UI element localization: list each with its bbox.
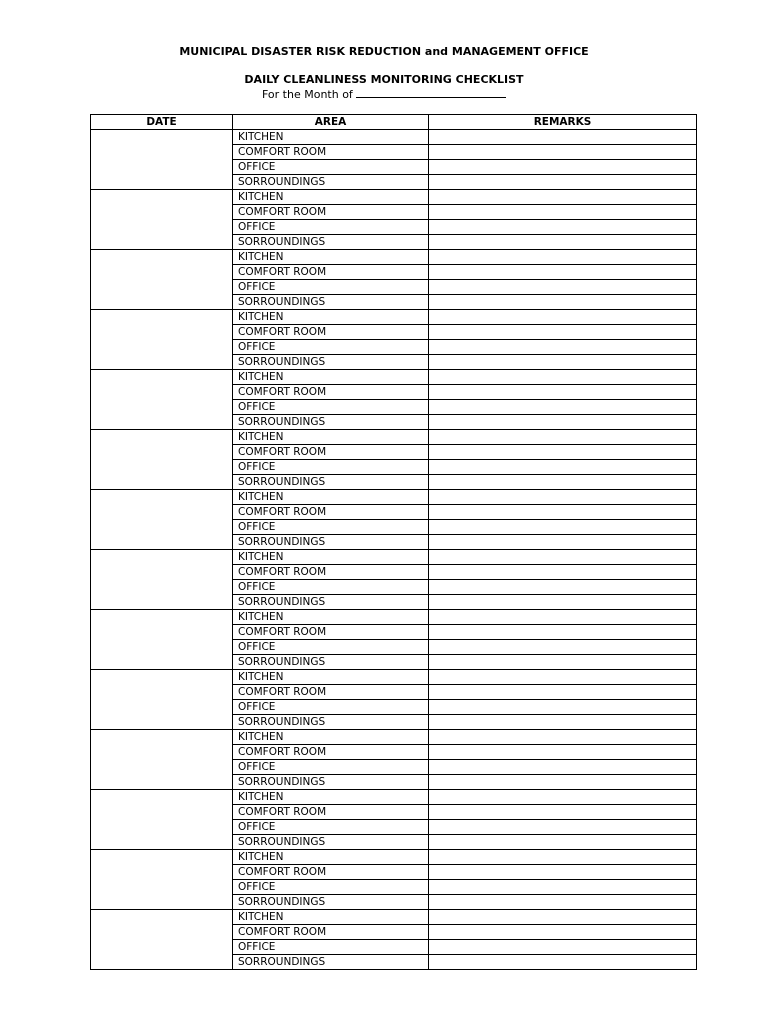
date-cell[interactable] <box>91 730 233 790</box>
area-cell: KITCHEN <box>233 910 429 925</box>
area-cell: KITCHEN <box>233 610 429 625</box>
remarks-cell[interactable] <box>429 520 697 535</box>
date-cell[interactable] <box>91 310 233 370</box>
area-cell: SORROUNDINGS <box>233 775 429 790</box>
remarks-cell[interactable] <box>429 550 697 565</box>
table-row <box>91 910 697 925</box>
area-cell: COMFORT ROOM <box>233 925 429 940</box>
remarks-cell[interactable] <box>429 850 697 865</box>
area-cell: COMFORT ROOM <box>233 505 429 520</box>
area-cell: KITCHEN <box>233 550 429 565</box>
area-cell: SORROUNDINGS <box>233 355 429 370</box>
area-cell: COMFORT ROOM <box>233 565 429 580</box>
remarks-cell[interactable] <box>429 460 697 475</box>
remarks-cell[interactable] <box>429 730 697 745</box>
area-cell: COMFORT ROOM <box>233 745 429 760</box>
checklist-table <box>90 114 697 970</box>
checklist-body <box>91 130 697 970</box>
remarks-cell[interactable] <box>429 685 697 700</box>
remarks-cell[interactable] <box>429 280 697 295</box>
column-header-remarks: REMARKS <box>429 115 697 130</box>
remarks-cell[interactable] <box>429 535 697 550</box>
remarks-cell[interactable] <box>429 295 697 310</box>
column-header-date: DATE <box>91 115 233 130</box>
remarks-cell[interactable] <box>429 700 697 715</box>
remarks-cell[interactable] <box>429 910 697 925</box>
area-cell: COMFORT ROOM <box>233 625 429 640</box>
area-cell: OFFICE <box>233 700 429 715</box>
area-cell: COMFORT ROOM <box>233 385 429 400</box>
remarks-cell[interactable] <box>429 175 697 190</box>
remarks-cell[interactable] <box>429 955 697 970</box>
area-cell: OFFICE <box>233 580 429 595</box>
area-cell: COMFORT ROOM <box>233 265 429 280</box>
remarks-cell[interactable] <box>429 355 697 370</box>
area-cell: COMFORT ROOM <box>233 325 429 340</box>
area-cell: OFFICE <box>233 880 429 895</box>
date-cell[interactable] <box>91 790 233 850</box>
area-cell: COMFORT ROOM <box>233 865 429 880</box>
area-cell: KITCHEN <box>233 250 429 265</box>
area-cell: KITCHEN <box>233 790 429 805</box>
area-cell: OFFICE <box>233 760 429 775</box>
area-cell: OFFICE <box>233 640 429 655</box>
remarks-cell[interactable] <box>429 250 697 265</box>
table-row <box>91 430 697 445</box>
remarks-cell[interactable] <box>429 130 697 145</box>
date-cell[interactable] <box>91 850 233 910</box>
remarks-cell[interactable] <box>429 490 697 505</box>
date-cell[interactable] <box>91 910 233 970</box>
remarks-cell[interactable] <box>429 430 697 445</box>
area-cell: OFFICE <box>233 460 429 475</box>
area-cell: KITCHEN <box>233 670 429 685</box>
table-row <box>91 490 697 505</box>
area-cell: SORROUNDINGS <box>233 595 429 610</box>
date-cell[interactable] <box>91 370 233 430</box>
remarks-cell[interactable] <box>429 220 697 235</box>
table-row <box>91 250 697 265</box>
month-line <box>262 86 506 101</box>
remarks-cell[interactable] <box>429 370 697 385</box>
area-cell: SORROUNDINGS <box>233 475 429 490</box>
remarks-cell[interactable] <box>429 715 697 730</box>
area-cell: KITCHEN <box>233 730 429 745</box>
area-cell: SORROUNDINGS <box>233 955 429 970</box>
date-cell[interactable] <box>91 190 233 250</box>
table-row <box>91 310 697 325</box>
area-cell: COMFORT ROOM <box>233 445 429 460</box>
month-blank-field[interactable] <box>356 86 506 98</box>
remarks-cell[interactable] <box>429 670 697 685</box>
remarks-cell[interactable] <box>429 565 697 580</box>
remarks-cell[interactable] <box>429 865 697 880</box>
table-row <box>91 790 697 805</box>
area-cell: SORROUNDINGS <box>233 175 429 190</box>
date-cell[interactable] <box>91 490 233 550</box>
area-cell: SORROUNDINGS <box>233 895 429 910</box>
remarks-cell[interactable] <box>429 190 697 205</box>
remarks-cell[interactable] <box>429 610 697 625</box>
area-cell: SORROUNDINGS <box>233 235 429 250</box>
remarks-cell[interactable] <box>429 655 697 670</box>
area-cell: KITCHEN <box>233 430 429 445</box>
area-cell: KITCHEN <box>233 310 429 325</box>
area-cell: KITCHEN <box>233 190 429 205</box>
area-cell: OFFICE <box>233 340 429 355</box>
remarks-cell[interactable] <box>429 640 697 655</box>
remarks-cell[interactable] <box>429 145 697 160</box>
area-cell: KITCHEN <box>233 490 429 505</box>
area-cell: COMFORT ROOM <box>233 205 429 220</box>
remarks-cell[interactable] <box>429 835 697 850</box>
date-cell[interactable] <box>91 430 233 490</box>
table-row <box>91 190 697 205</box>
area-cell: KITCHEN <box>233 370 429 385</box>
remarks-cell[interactable] <box>429 400 697 415</box>
area-cell: KITCHEN <box>233 130 429 145</box>
table-row <box>91 130 697 145</box>
area-cell: SORROUNDINGS <box>233 535 429 550</box>
area-cell: SORROUNDINGS <box>233 655 429 670</box>
area-cell: SORROUNDINGS <box>233 415 429 430</box>
area-cell: OFFICE <box>233 940 429 955</box>
date-cell[interactable] <box>91 250 233 310</box>
table-row <box>91 850 697 865</box>
area-cell: OFFICE <box>233 280 429 295</box>
date-cell[interactable] <box>91 670 233 730</box>
table-row <box>91 730 697 745</box>
remarks-cell[interactable] <box>429 895 697 910</box>
remarks-cell[interactable] <box>429 235 697 250</box>
remarks-cell[interactable] <box>429 775 697 790</box>
remarks-cell[interactable] <box>429 505 697 520</box>
month-label: For the Month of <box>262 88 353 101</box>
checklist-title: DAILY CLEANLINESS MONITORING CHECKLIST <box>244 73 524 86</box>
table-row <box>91 550 697 565</box>
date-cell[interactable] <box>91 610 233 670</box>
area-cell: SORROUNDINGS <box>233 835 429 850</box>
area-cell: KITCHEN <box>233 850 429 865</box>
remarks-cell[interactable] <box>429 445 697 460</box>
remarks-cell[interactable] <box>429 625 697 640</box>
area-cell: OFFICE <box>233 820 429 835</box>
office-title: MUNICIPAL DISASTER RISK REDUCTION and MANAGEMENT OFFICE <box>179 45 589 58</box>
remarks-cell[interactable] <box>429 475 697 490</box>
remarks-cell[interactable] <box>429 415 697 430</box>
table-row <box>91 670 697 685</box>
column-header-area: AREA <box>233 115 429 130</box>
area-cell: OFFICE <box>233 220 429 235</box>
remarks-cell[interactable] <box>429 745 697 760</box>
remarks-cell[interactable] <box>429 325 697 340</box>
area-cell: COMFORT ROOM <box>233 145 429 160</box>
remarks-cell[interactable] <box>429 880 697 895</box>
remarks-cell[interactable] <box>429 595 697 610</box>
table-row <box>91 610 697 625</box>
remarks-cell[interactable] <box>429 340 697 355</box>
remarks-cell[interactable] <box>429 760 697 775</box>
area-cell: COMFORT ROOM <box>233 805 429 820</box>
remarks-cell[interactable] <box>429 205 697 220</box>
table-row <box>91 370 697 385</box>
remarks-cell[interactable] <box>429 265 697 280</box>
area-cell: OFFICE <box>233 400 429 415</box>
remarks-cell[interactable] <box>429 580 697 595</box>
area-cell: SORROUNDINGS <box>233 295 429 310</box>
area-cell: OFFICE <box>233 160 429 175</box>
remarks-cell[interactable] <box>429 160 697 175</box>
remarks-cell[interactable] <box>429 940 697 955</box>
area-cell: SORROUNDINGS <box>233 715 429 730</box>
date-cell[interactable] <box>91 550 233 610</box>
date-cell[interactable] <box>91 130 233 190</box>
remarks-cell[interactable] <box>429 820 697 835</box>
remarks-cell[interactable] <box>429 805 697 820</box>
area-cell: OFFICE <box>233 520 429 535</box>
remarks-cell[interactable] <box>429 385 697 400</box>
remarks-cell[interactable] <box>429 790 697 805</box>
remarks-cell[interactable] <box>429 925 697 940</box>
remarks-cell[interactable] <box>429 310 697 325</box>
header-row <box>91 115 697 130</box>
area-cell: COMFORT ROOM <box>233 685 429 700</box>
